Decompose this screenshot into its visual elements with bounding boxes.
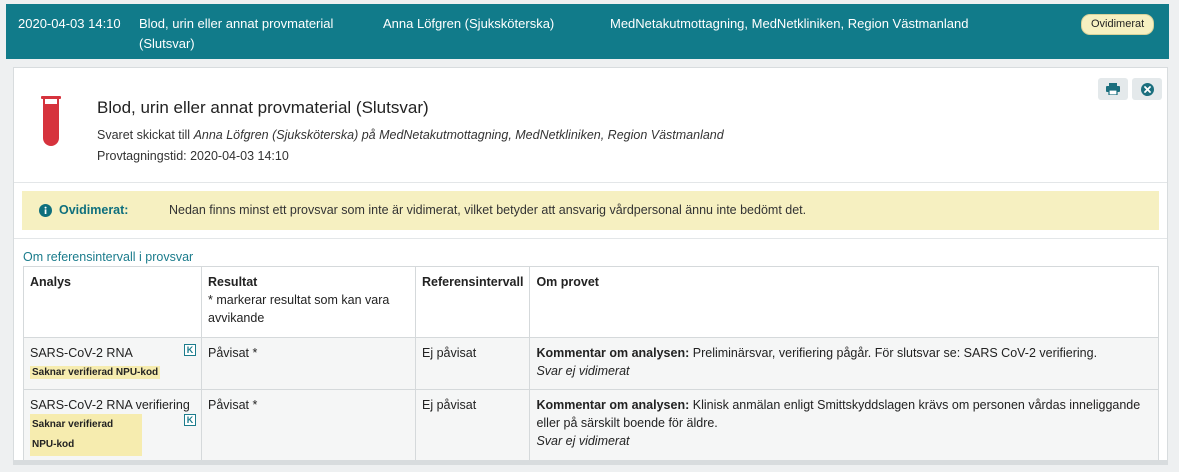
table-row <box>24 338 1159 390</box>
unverified-notice <box>22 191 1159 230</box>
column-header-resultat <box>202 267 416 338</box>
divider <box>14 182 1167 183</box>
status-badge: Ovidimerat <box>1081 14 1154 35</box>
k-code-icon[interactable]: K <box>184 414 196 426</box>
sampling-time: Provtagningstid: 2020-04-03 14:10 <box>97 149 289 163</box>
analys-name: SARS-CoV-2 RNA <box>30 346 133 360</box>
comment-cell <box>530 338 1159 390</box>
result-header-bar[interactable] <box>6 4 1169 59</box>
header-date: 2020-04-03 14:10 <box>18 16 121 31</box>
test-tube-icon <box>38 96 64 150</box>
comment-text: Klinisk anmälan enligt Smittskyddslagen krävs om personen vårdas inneliggande eller på särskilt boende för äldre. <box>536 398 1141 430</box>
print-icon <box>1106 83 1120 95</box>
k-code-icon[interactable]: K <box>184 344 196 356</box>
table-row <box>24 390 1159 463</box>
column-header-resultat-label: Resultat <box>208 275 258 289</box>
column-header-analys: Analys <box>24 267 202 338</box>
result-value: Påvisat * <box>202 338 416 390</box>
panel-bottom-border <box>14 460 1167 464</box>
detail-header <box>14 68 1167 183</box>
sent-to-line <box>97 128 724 142</box>
npu-warning-badge: Saknar verifierad NPU-kod <box>32 367 159 378</box>
comment-cell <box>530 390 1159 463</box>
sent-to-recipient: Anna Löfgren (Sjuksköterska) på MedNetakutmottagning, MedNetkliniken, Region Västmanland <box>193 128 724 142</box>
notice-text: Nedan finns minst ett provsvar som inte är vidimerat, vilket betyder att ansvarig vårdpersonal ännu inte bedömt det. <box>169 203 807 217</box>
reference-interval-link[interactable]: Om referensintervall i provsvar <box>23 250 194 264</box>
sent-to-prefix: Svaret skickat till <box>97 128 194 142</box>
header-title: Blod, urin eller annat provmaterial (Slutsvar) <box>139 16 334 51</box>
info-icon <box>39 204 52 217</box>
notice-label: Ovidimerat: <box>59 203 129 217</box>
comment-text: Preliminärsvar, verifiering pågår. För slutsvar se: SARS CoV-2 verifiering. <box>689 346 1098 360</box>
column-header-om-provet: Om provet <box>530 267 1159 338</box>
reference-value: Ej påvisat <box>416 390 530 463</box>
verification-status: Svar ej vidimerat <box>536 434 630 448</box>
analys-cell <box>24 390 202 463</box>
comment-label: Kommentar om analysen: <box>536 398 690 412</box>
table-header-row <box>24 267 1159 338</box>
analys-name: SARS-CoV-2 RNA verifiering <box>30 398 190 412</box>
column-header-referens: Referensintervall <box>416 267 530 338</box>
header-person: Anna Löfgren (Sjuksköterska) <box>383 16 555 31</box>
close-button[interactable] <box>1132 78 1162 100</box>
result-detail-panel <box>13 67 1168 465</box>
header-place: MedNetakutmottagning, MedNetkliniken, Region Västmanland <box>610 16 969 31</box>
verification-status: Svar ej vidimerat <box>536 364 630 378</box>
divider <box>14 238 1167 239</box>
result-value: Påvisat * <box>202 390 416 463</box>
results-table <box>23 266 1159 463</box>
npu-warning-badge: Saknar verifierad NPU-kod <box>30 414 142 456</box>
print-button[interactable] <box>1098 78 1128 100</box>
comment-label: Kommentar om analysen: <box>536 346 690 360</box>
close-icon <box>1141 83 1154 96</box>
analys-cell <box>24 338 202 390</box>
reference-value: Ej påvisat <box>416 338 530 390</box>
column-header-resultat-note: * markerar resultat som kan vara avvikande <box>208 293 390 325</box>
page-title: Blod, urin eller annat provmaterial (Slutsvar) <box>97 98 429 117</box>
